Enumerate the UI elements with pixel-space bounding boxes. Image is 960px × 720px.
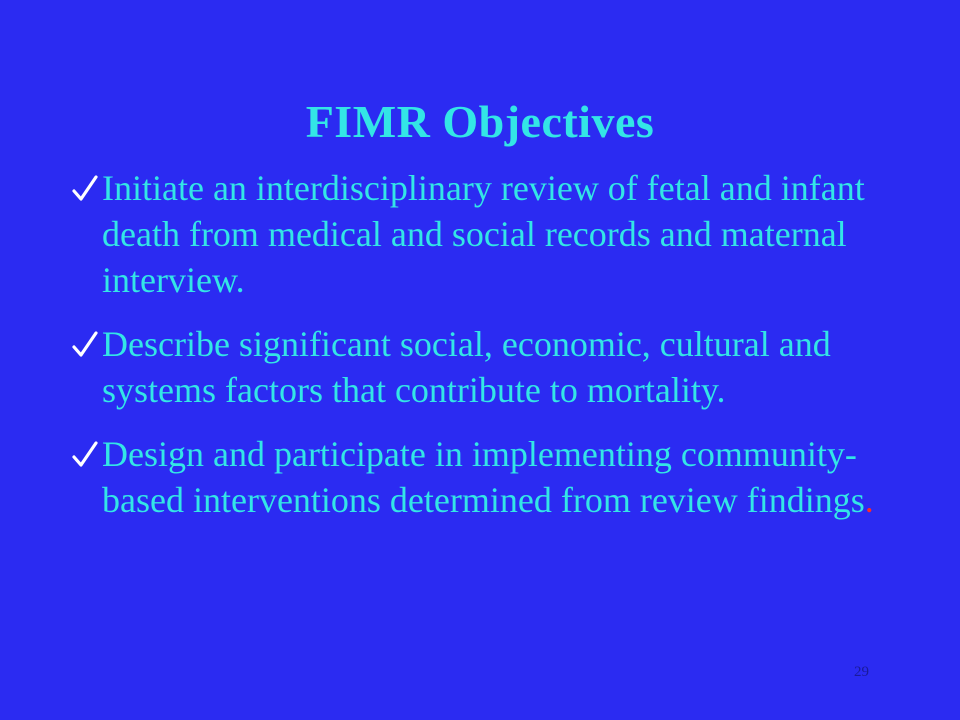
objectives-list (72, 165, 892, 541)
trailing-period: . (864, 480, 874, 520)
bullet-text: Design and participate in implementing community-based interventions determined from review findings (102, 434, 865, 520)
list-item (72, 165, 892, 303)
checkmark-icon (72, 433, 102, 473)
list-item (72, 321, 892, 413)
bullet-text: Initiate an interdisciplinary review of fetal and infant death from medical and social records and maternal interview. (102, 168, 865, 300)
bullet-text: Describe significant social, economic, cultural and systems factors that contribute to mortality. (102, 324, 831, 410)
checkmark-icon (72, 323, 102, 363)
checkmark-icon (72, 167, 102, 207)
slide-title: FIMR Objectives (305, 96, 655, 147)
slide-number: 29 (854, 664, 869, 680)
list-item (72, 431, 892, 523)
